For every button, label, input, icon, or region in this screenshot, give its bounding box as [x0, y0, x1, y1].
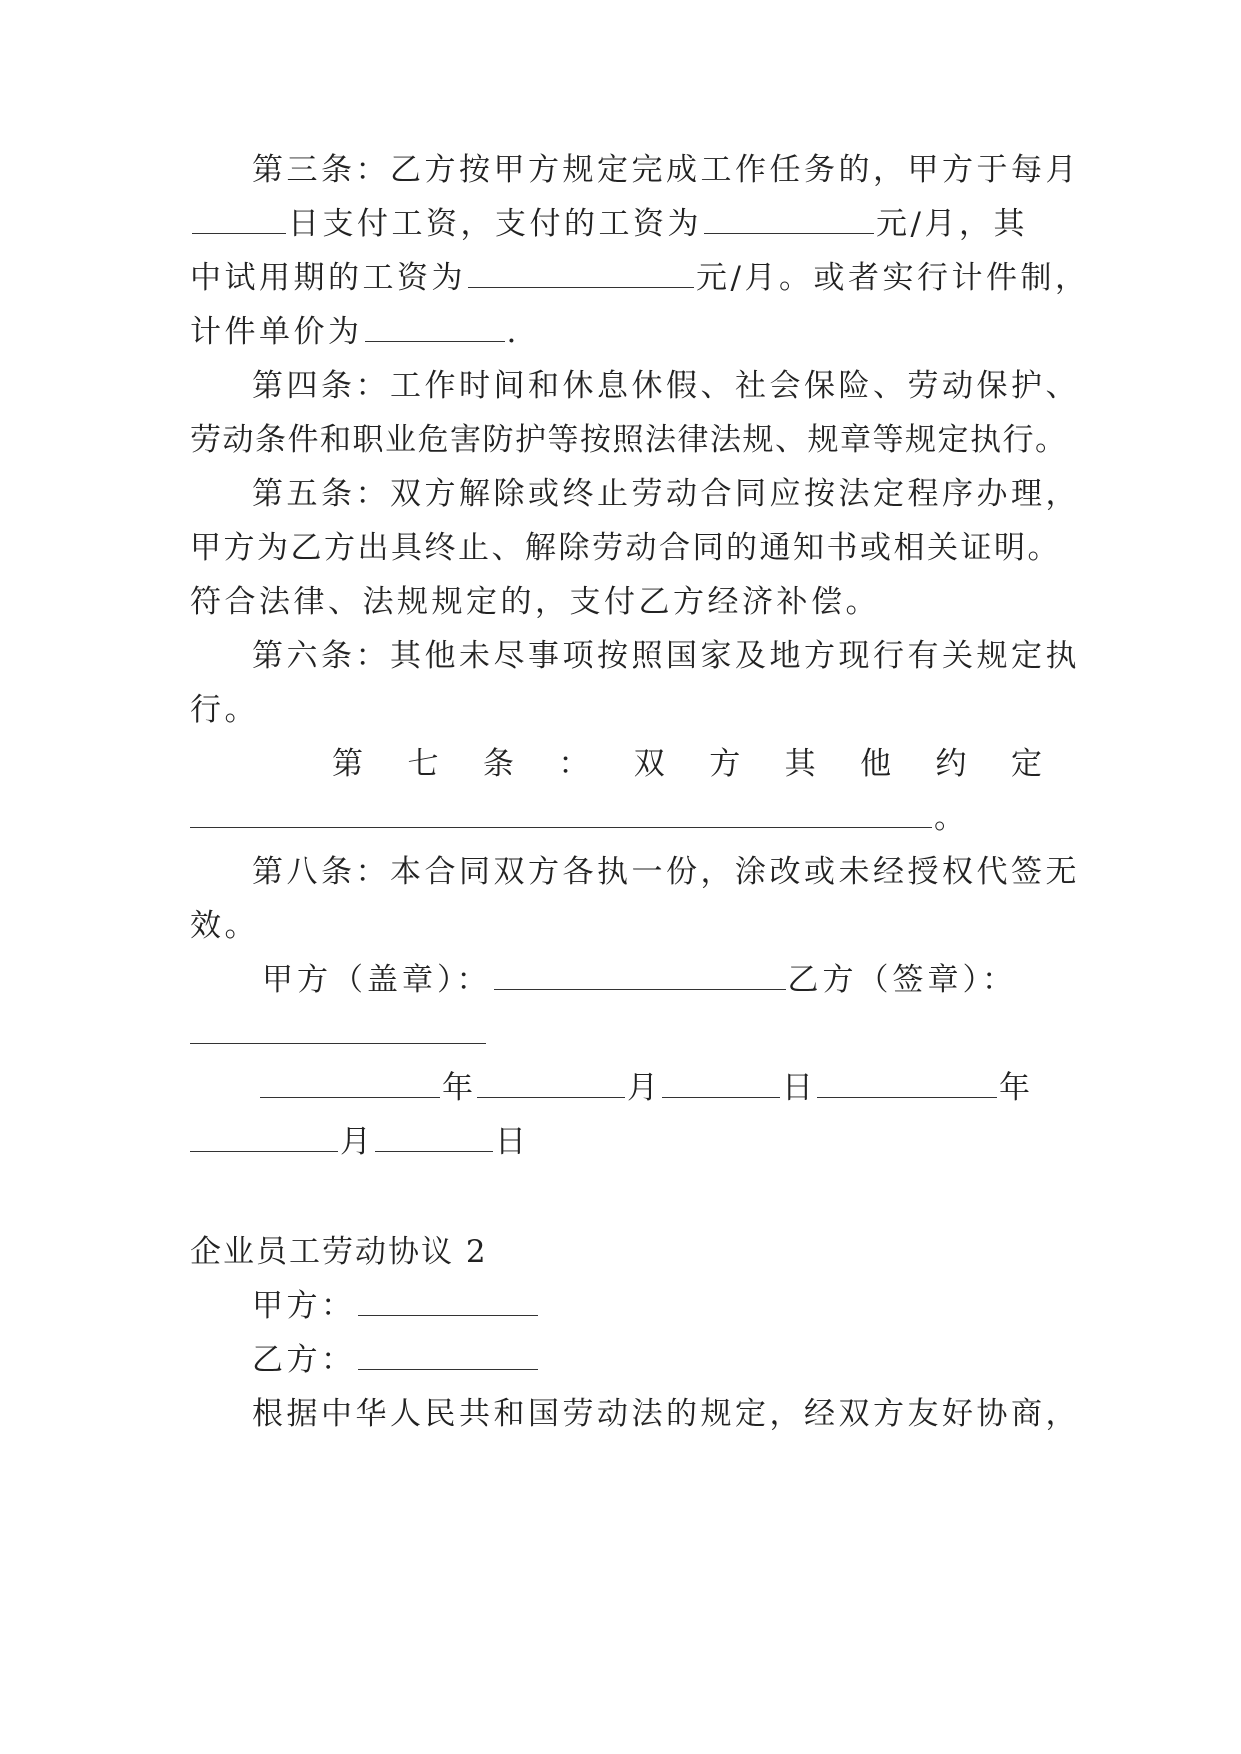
signature-line	[262, 960, 1122, 1000]
party-b-sign-blank	[190, 1017, 486, 1044]
article4-line2: 劳动条件和职业危害防护等按照法律法规、规章等规定执行。	[190, 422, 1068, 458]
month-a-label: 月	[627, 1070, 660, 1106]
probation-salary-blank	[468, 261, 694, 288]
article7-char: 七	[407, 746, 439, 782]
month-b-blank	[190, 1125, 338, 1152]
article3-line4-text-a: 计件单价为	[190, 314, 363, 350]
agreement2-party-a-blank	[358, 1289, 538, 1316]
agreement2-party-a	[252, 1286, 1112, 1326]
article7-char: 其	[784, 746, 816, 782]
year-b-blank	[817, 1071, 997, 1098]
article5-line2: 甲方为乙方出具终止、解除劳动合同的通知书或相关证明。	[190, 530, 1061, 566]
article7-char: 方	[709, 746, 741, 782]
article3-line3-text-a: 中试用期的工资为	[190, 260, 466, 296]
article5-line1: 第五条：双方解除或终止劳动合同应按法定程序办理，	[252, 476, 1080, 512]
article7-char: 他	[860, 746, 892, 782]
date-line2	[190, 1122, 1050, 1162]
article3-line3-text-b: 元/月。或者实行计件制，	[696, 260, 1090, 296]
article3-line4	[190, 312, 1050, 352]
article8-line2: 效。	[190, 908, 259, 944]
article7-char: 双	[633, 746, 665, 782]
party-a-seal-label: 甲方（盖章）：	[262, 962, 492, 998]
day-a-blank	[662, 1071, 780, 1098]
article7-line2	[190, 798, 1050, 838]
article7-char: ：	[558, 746, 590, 782]
salary-blank	[704, 207, 874, 234]
article8-line1: 第八条：本合同双方各执一份，涂改或未经授权代签无	[252, 854, 1080, 890]
year-b-label: 年	[999, 1070, 1032, 1106]
article6-line2: 行。	[190, 692, 259, 728]
article3-line1: 第三条：乙方按甲方规定完成工作任务的，甲方于每月	[252, 152, 1080, 188]
article3-line2-text-a: 日支付工资，支付的工资为	[288, 206, 702, 242]
agreement2-party-b	[252, 1340, 1112, 1380]
article6-line1: 第六条：其他未尽事项按照国家及地方现行有关规定执	[252, 638, 1080, 674]
agreement2-party-a-label: 甲方：	[252, 1288, 356, 1324]
article5-line3: 符合法律、法规规定的，支付乙方经济补偿。	[190, 584, 880, 620]
article7-end: 。	[934, 800, 969, 836]
party-a-seal-blank	[494, 963, 786, 990]
article7-char: 条	[482, 746, 514, 782]
article7-char: 定	[1010, 746, 1042, 782]
day-a-label: 日	[782, 1070, 815, 1106]
year-a-label: 年	[442, 1070, 475, 1106]
article7-char: 第	[332, 746, 363, 782]
article3-line2-text-b: 元/月，其	[876, 206, 1028, 242]
article3-line2	[190, 204, 1050, 244]
day-b-blank	[375, 1125, 493, 1152]
day-b-label: 日	[495, 1124, 528, 1160]
pay-day-blank	[192, 207, 286, 234]
agreement2-party-b-label: 乙方：	[252, 1342, 356, 1378]
article4-line1: 第四条：工作时间和休息休假、社会保险、劳动保护、	[252, 368, 1080, 404]
signature-blank-line	[190, 1014, 1050, 1054]
agreement2-intro: 根据中华人民共和国劳动法的规定，经双方友好协商，	[252, 1396, 1080, 1432]
date-line1	[260, 1068, 1120, 1108]
year-a-blank	[260, 1071, 440, 1098]
article7-line1	[332, 744, 1042, 784]
other-terms-blank	[190, 801, 932, 828]
article3-line4-text-b: .	[506, 314, 520, 350]
article7-char: 约	[935, 746, 967, 782]
month-a-blank	[477, 1071, 625, 1098]
agreement2-party-b-blank	[358, 1343, 538, 1370]
agreement2-title: 企业员工劳动协议 2	[190, 1234, 488, 1270]
article3-line3	[190, 258, 1090, 298]
month-b-label: 月	[340, 1124, 373, 1160]
party-b-sign-label: 乙方（签章）：	[787, 962, 1017, 998]
piece-rate-blank	[365, 315, 505, 342]
